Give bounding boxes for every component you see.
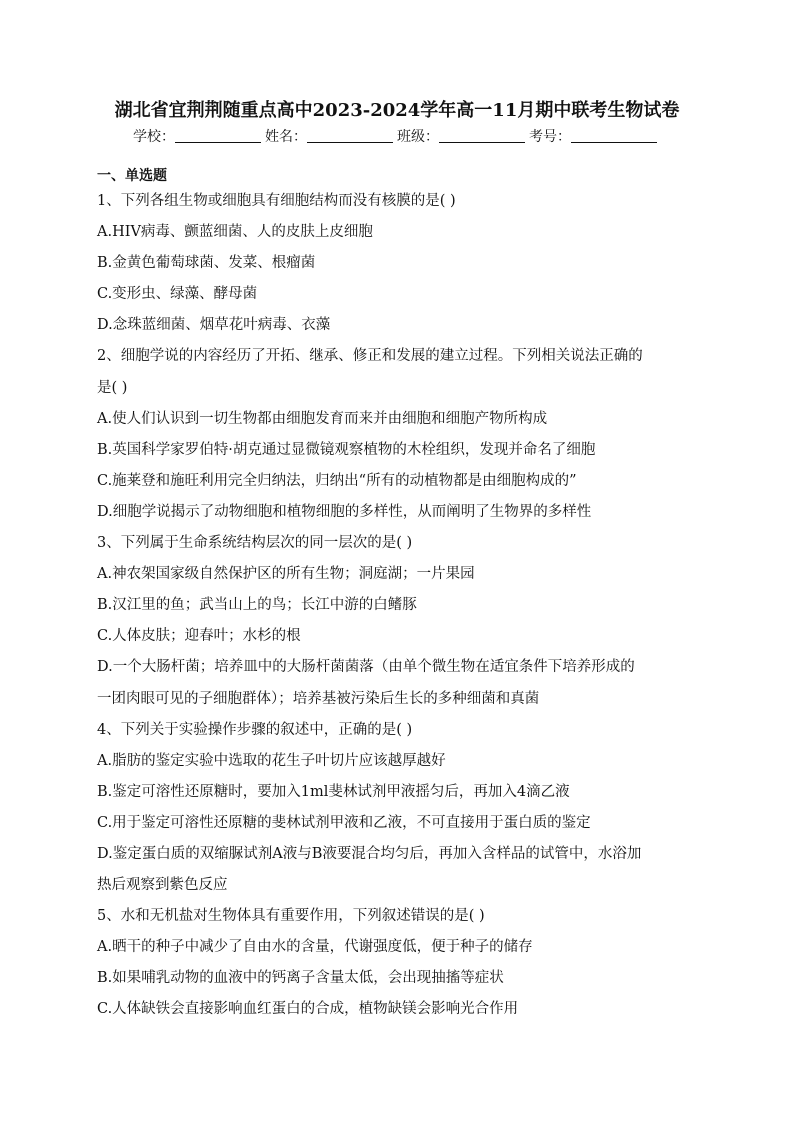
answer-option: D.念珠蓝细菌、烟草花叶病毒、衣藻 xyxy=(97,317,331,334)
answer-option: 一团肉眼可见的子细胞群体）；培养基被污染后生长的多种细菌和真菌 xyxy=(97,690,540,707)
exam-number-label: 考号： xyxy=(529,129,571,145)
question-stem: 是( ) xyxy=(97,379,128,396)
answer-option: C.用于鉴定可溶性还原糖的斐林试剂甲液和乙液，不可直接用于蛋白质的鉴定 xyxy=(97,814,591,831)
exam-number-blank[interactable] xyxy=(571,128,657,143)
question-stem: 2、细胞学说的内容经历了开拓、继承、修正和发展的建立过程。下列相关说法正确的 xyxy=(97,348,643,365)
answer-option: A.HIV病毒、颤蓝细菌、人的皮肤上皮细胞 xyxy=(97,224,373,241)
question xyxy=(97,715,702,902)
answer-option: D.细胞学说揭示了动物细胞和植物细胞的多样性，从而阐明了生物界的多样性 xyxy=(97,503,592,520)
class-blank[interactable] xyxy=(439,128,525,143)
question-stem: 5、水和无机盐对生物体具有重要作用，下列叙述错误的是( ) xyxy=(97,908,485,925)
question xyxy=(97,186,702,341)
name-label: 姓名： xyxy=(265,129,307,145)
answer-option: A.脂肪的鉴定实验中选取的花生子叶切片应该越厚越好 xyxy=(97,752,446,769)
answer-option: B.鉴定可溶性还原糖时，要加入1ml斐林试剂甲液摇匀后，再加入4滴乙液 xyxy=(97,783,570,800)
question xyxy=(97,901,702,1025)
answer-option: 热后观察到紫色反应 xyxy=(97,877,228,894)
answer-option: D.鉴定蛋白质的双缩脲试剂A液与B液要混合均匀后，再加入含样品的试管中，水浴加 xyxy=(97,845,642,862)
exam-title: 湖北省宜荆荆随重点高中2023-2024学年高一11月期中联考生物试卷 xyxy=(114,100,680,121)
name-blank[interactable] xyxy=(307,128,393,143)
question-stem: 1、下列各组生物或细胞具有细胞结构而没有核膜的是( ) xyxy=(97,193,456,209)
student-info-row xyxy=(0,126,794,146)
answer-option: A.使人们认识到一切生物都由细胞发育而来并由细胞和细胞产物所构成 xyxy=(97,410,548,427)
class-label: 班级： xyxy=(397,129,439,145)
answer-option: B.如果哺乳动物的血液中的钙离子含量太低，会出现抽搐等症状 xyxy=(97,970,504,987)
answer-option: C.施莱登和施旺利用完全归纳法，归纳出“所有的动植物都是由细胞构成的” xyxy=(97,472,577,489)
question-stem: 3、下列属于生命系统结构层次的同一层次的是( ) xyxy=(97,535,413,552)
answer-option: B.汉江里的鱼；武当山上的鸟；长江中游的白鳍豚 xyxy=(97,597,417,614)
answer-option: A.晒干的种子中减少了自由水的含量，代谢强度低，便于种子的储存 xyxy=(97,939,533,956)
answer-option: C.人体缺铁会直接影响血红蛋白的合成，植物缺镁会影响光合作用 xyxy=(97,1001,519,1018)
question-list xyxy=(97,186,702,1026)
answer-option: B.金黄色葡萄球菌、发菜、根瘤菌 xyxy=(97,255,316,272)
answer-option: A.神农架国家级自然保护区的所有生物；洞庭湖；一片果园 xyxy=(97,566,475,583)
question-stem: 4、下列关于实验操作步骤的叙述中，正确的是( ) xyxy=(97,721,413,738)
answer-option: C.人体皮肤；迎春叶；水杉的根 xyxy=(97,628,301,645)
answer-option: C.变形虫、绿藻、酵母菌 xyxy=(97,286,258,303)
question xyxy=(97,528,702,715)
answer-option: D.一个大肠杆菌；培养皿中的大肠杆菌菌落（由单个微生物在适宜条件下培养形成的 xyxy=(97,659,635,676)
answer-option: B.英国科学家罗伯特·胡克通过显微镜观察植物的木栓组织，发现并命名了细胞 xyxy=(97,441,596,458)
school-blank[interactable] xyxy=(175,128,261,143)
school-label: 学校： xyxy=(133,129,175,145)
question xyxy=(97,341,702,528)
section-title: 一、单选题 xyxy=(97,168,167,184)
